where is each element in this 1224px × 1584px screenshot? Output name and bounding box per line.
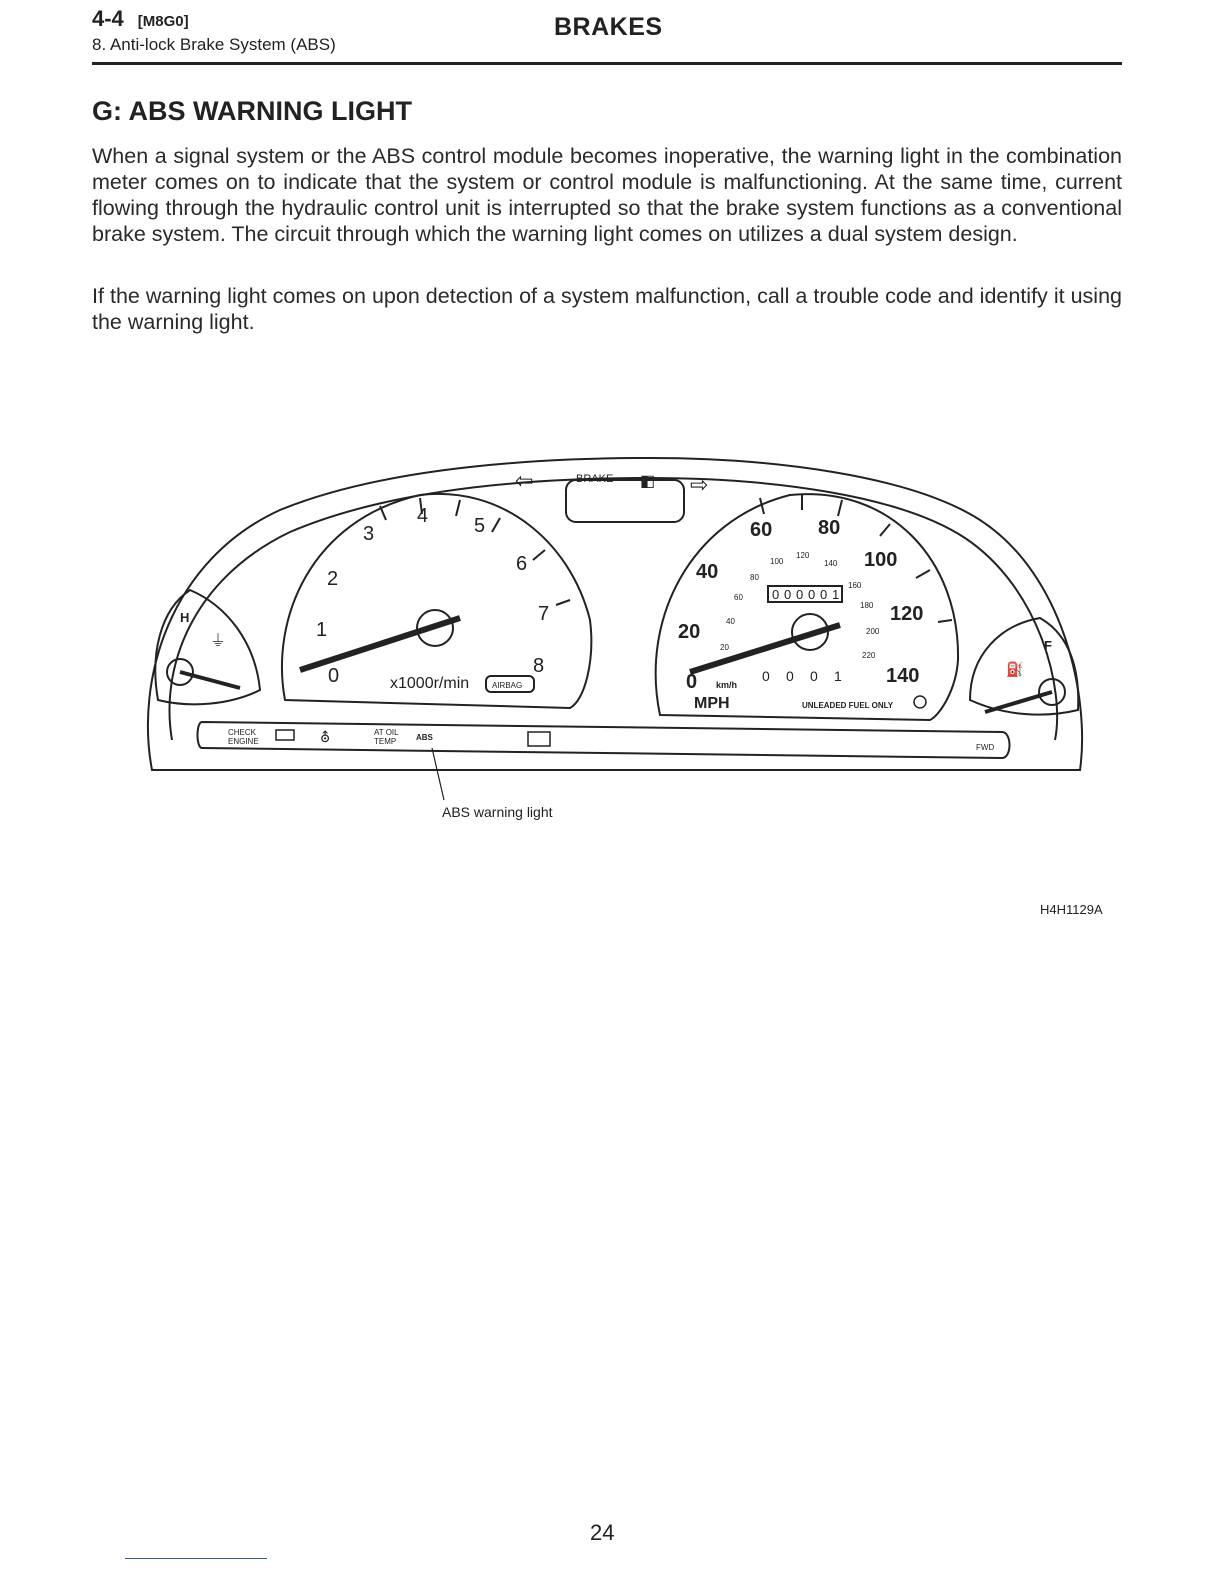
temp-hot-label: H [180, 610, 190, 625]
warning-strip [198, 722, 1010, 758]
tach-number-4: 4 [417, 505, 429, 527]
kmh-label: km/h [716, 680, 738, 690]
tach-number-0: 0 [328, 665, 340, 687]
kmh-number-160: 160 [848, 581, 862, 590]
combination-meter-figure [130, 440, 1090, 840]
tach-number-1: 1 [316, 619, 328, 641]
odometer-digit: 0 [808, 587, 816, 602]
tach-number-3: 3 [363, 523, 375, 545]
kmh-number-60: 60 [734, 593, 743, 602]
airbag-label: AIRBAG [492, 681, 523, 690]
tach-unit-label: x1000r/min [390, 675, 470, 692]
odometer-digit: 0 [796, 587, 804, 602]
odometer-digit: 1 [832, 587, 840, 602]
abs-indicator-label: ABS [416, 733, 433, 742]
abs-warning-light-callout: ABS warning light [442, 804, 553, 820]
rear-defogger-icon [528, 732, 550, 746]
trip-digit: 0 [786, 668, 794, 684]
battery-icon [276, 730, 294, 740]
tach-number-6: 6 [516, 553, 528, 575]
odometer-digit: 0 [784, 587, 792, 602]
odometer [772, 587, 839, 602]
callout-leader [432, 748, 444, 800]
mph-number-60: 60 [750, 519, 773, 541]
section-title: G: ABS WARNING LIGHT [92, 96, 412, 126]
kmh-number-180: 180 [860, 601, 874, 610]
fuel-pump-icon: ⛽ [1006, 661, 1024, 677]
headlight-icon: ◧ [640, 473, 656, 490]
figure-id: H4H1129A [1040, 902, 1103, 917]
mph-number-40: 40 [696, 561, 719, 583]
check-engine-label: ENGINE [228, 737, 259, 746]
tach-number-8: 8 [533, 655, 545, 677]
mph-number-100: 100 [864, 549, 898, 571]
fuel-gauge [970, 618, 1078, 715]
tach-number-2: 2 [327, 568, 339, 590]
kmh-number-140: 140 [824, 559, 838, 568]
header-rule [92, 62, 1122, 65]
kmh-number-220: 220 [862, 651, 876, 660]
speedometer [656, 494, 958, 720]
odometer-digit: 0 [820, 587, 828, 602]
brake-label: BRAKE [576, 473, 614, 485]
coolant-icon: ⏚ [210, 633, 227, 650]
kmh-number-200: 200 [866, 627, 880, 636]
fuel-full-label: F [1044, 638, 1052, 653]
subsection-title: 8. Anti-lock Brake System (ABS) [92, 35, 336, 54]
paragraph-2: If the warning light comes on upon detection of a system malfunction, call a trouble code and identify it using the warning light. [92, 284, 1122, 334]
check-engine-label: CHECK [228, 728, 257, 737]
trip-meter [762, 668, 842, 684]
chapter-title: BRAKES [554, 13, 663, 41]
mph-number-140: 140 [886, 665, 920, 687]
indicator-panel [515, 468, 708, 522]
tach-number-7: 7 [538, 603, 550, 625]
trip-digit: 1 [834, 668, 842, 684]
tach-number-5: 5 [474, 515, 486, 537]
mph-number-120: 120 [890, 603, 924, 625]
trip-digit: 0 [762, 668, 770, 684]
fuel-note: UNLEADED FUEL ONLY [802, 701, 894, 710]
odometer-digit: 0 [772, 587, 780, 602]
mph-number-80: 80 [818, 517, 841, 539]
kmh-number-80: 80 [750, 573, 759, 582]
tachometer [282, 494, 591, 708]
at-oil-temp-label: TEMP [374, 737, 397, 746]
paragraph-1: When a signal system or the ABS control module becomes inoperative, the warning light in the combination meter comes on to indicate that the system or control module is malfunctioning. At the same time, current flowing through the hydraulic control unit is interrupted so that the brake system functions as a conventional brake system. The circuit through which the warning light comes on utilizes a dual system design. [92, 144, 1122, 246]
trip-digit: 0 [810, 668, 818, 684]
mph-number-0: 0 [686, 671, 698, 693]
turn-left-arrow-icon: ⇦ [515, 468, 534, 493]
kmh-number-40: 40 [726, 617, 735, 626]
page-number: 24 [590, 1520, 615, 1545]
mph-label: MPH [694, 695, 730, 712]
fwd-label: FWD [976, 743, 995, 752]
kmh-number-100: 100 [770, 557, 784, 566]
section-number [92, 6, 189, 32]
turn-right-arrow-icon: ⇨ [690, 472, 709, 497]
footer-rule [125, 1558, 267, 1559]
kmh-number-120: 120 [796, 551, 810, 560]
at-oil-temp-label: AT OIL [374, 728, 399, 737]
mph-number-20: 20 [678, 621, 701, 643]
oil-pressure-icon: ⛢ [320, 729, 331, 745]
section-code: [M8G0] [137, 13, 189, 30]
kmh-number-20: 20 [720, 643, 729, 652]
section-number-text: 4-4 [92, 6, 124, 31]
